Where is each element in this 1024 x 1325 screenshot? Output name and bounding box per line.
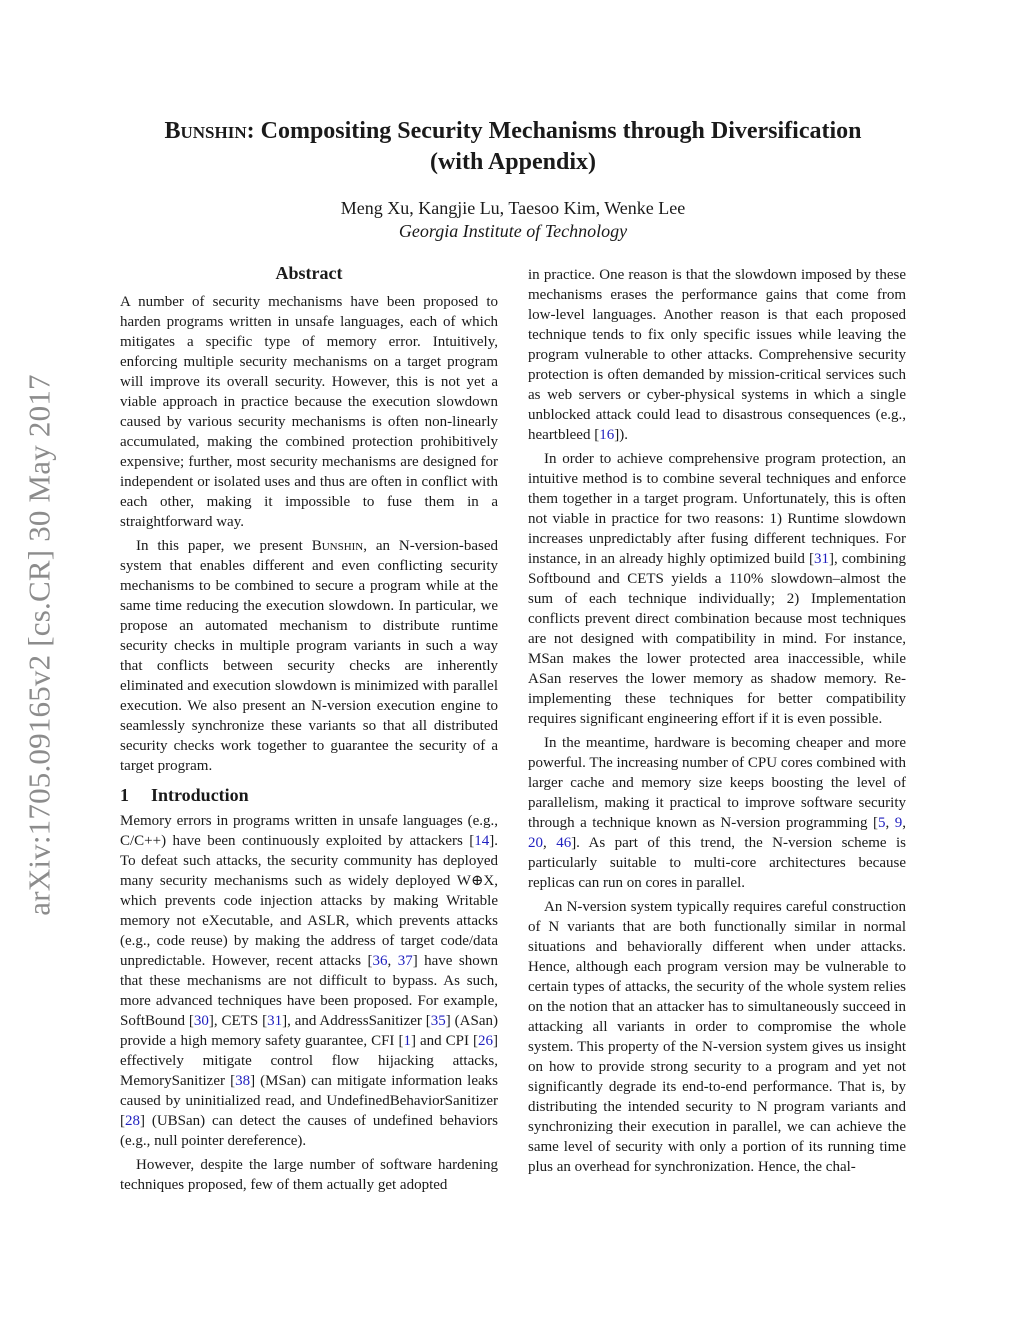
citation-link[interactable]: 30: [193, 1013, 209, 1029]
intro-paragraph-2: However, despite the large number of software hardening techniques proposed, few of them actually get adopted: [120, 1157, 498, 1193]
section-number: 1: [120, 785, 129, 805]
intro-paragraph-5: In the meantime, hardware is becoming cheaper and more powerful. The increasing number of CPU cores combined with larger cache and memory size keeps boosting the level of parallelism, making it practical to improve software security through a technique known as N-version programming [5, 9, 20, 46]. As part of this trend, the N-version scheme is particularly suitable to multi-core architectures because replicas can run on cores in parallel.: [528, 735, 907, 891]
paper-header: [120, 116, 906, 243]
citation-link[interactable]: 5: [878, 815, 886, 831]
title-line1: : Compositing Security Mechanisms through Diversification: [246, 118, 862, 144]
right-column: [528, 265, 906, 1181]
abstract-paragraph-1: A number of security mechanisms have been proposed to harden programs written in unsafe languages, each of which mitigates a specific type of memory error. Intuitively, enforcing multiple security mechanisms on a target program will improve its overall security. However, this is not yet a viable approach in practice because the execution slowdown caused by various security mechanisms is often non-linearly accumulated, making the combined protection prohibitively expensive; further, most security mechanisms are designed for independent or isolated uses and thus are often in conflict with each other, making it impossible to fuse them in a straightforward way.: [120, 294, 498, 530]
citation-link[interactable]: 31: [267, 1013, 283, 1029]
arxiv-identifier: arXiv:1705.09165v2 [cs.CR] 30 May 2017: [22, 374, 58, 916]
intro-paragraph-6: An N-version system typically requires careful construction of N variants that are both functionally similar in normal situations and behaviorally different when under attacks. Hence, although each program version may be vulnerable to certain types of attacks, the security of the whole system relies on the notion that an attacker has to simultaneously succeed in attacking all variants in order to compromise the whole system. This property of the N-version system gives us insight on how to provide strong security to a program and yet not significantly degrade its end-to-end performance. That is, by distributing the intended security to N program variants and synchronizing their execution in parallel, we can achieve the same level of security with only a portion of its running time plus an overhead for synchronization. Hence, the chal-: [528, 899, 906, 1175]
citation-link[interactable]: 37: [397, 953, 413, 969]
intro-paragraph-4: In order to achieve comprehensive program protection, an intuitive method is to combine several techniques and enforce them together in a target program. Unfortunately, this is often not viable in practice for two reasons: 1) Runtime slowdown increases unpredictably after fusing different techniques. For instance, in an already highly optimized build [31], combining Softbound and CETS yields a 110% slowdown–almost the sum of each technique individually; 2) Implementation conflicts prevent direct combination because most techniques are not designed with compatibility in mind. For instance, MSan makes the lower protected area inaccessible, while ASan reserves the lower memory as shadow memory. Re-implementing these techniques for better compatibility requires significant engineering effort if it is even possible.: [528, 451, 906, 727]
left-column: [120, 263, 498, 1199]
citation-link[interactable]: 36: [372, 953, 388, 969]
intro-paragraph-1: Memory errors in programs written in unsafe languages (e.g., C/C++) have been continuously exploited by attackers [14]. To defeat such attacks, the security community has deployed many security mechanisms such as widely deployed W⊕X, which prevents code injection attacks by making Writable memory not eXecutable, and ASLR, which prevents attacks (e.g., code reuse) by making the address of target code/data unpredictable. However, recent attacks [36, 37] have shown that these mechanisms are not difficult to bypass. As such, more advanced techniques have been proposed. For example, SoftBound [30], CETS [31], and AddressSanitizer [35] (ASan) provide a high memory safety guarantee, CFI [1] and CPI [26] effectively mitigate control flow hijacking attacks, MemorySanitizer [38] (MSan) can mitigate information leaks caused by uninitialized read, and UndefinedBehaviorSanitizer [28] (UBSan) can detect the causes of undefined behaviors (e.g., null pointer dereference).: [120, 813, 499, 1149]
paper-title: [120, 116, 906, 178]
intro-paragraph-3: in practice. One reason is that the slowdown imposed by these mechanisms erases the performance gains that come from low-level languages. Another reason is that each proposed technique tends to fix only specific issues while leaving the program vulnerable to other attacks. Comprehensive security protection is often demanded by mission-critical services such as web servers or cyber-physical systems in which a single unblocked attack could lead to disastrous consequences (e.g., heartbleed [16]).: [528, 267, 906, 443]
citation-link[interactable]: 1: [403, 1033, 411, 1049]
citation-link[interactable]: 35: [430, 1013, 446, 1029]
citation-link[interactable]: 20: [528, 835, 543, 851]
citation-link[interactable]: 31: [813, 551, 829, 567]
author-list: Meng Xu, Kangjie Lu, Taesoo Kim, Wenke Lee: [340, 198, 686, 218]
abstract-heading: Abstract: [275, 263, 343, 283]
citation-link[interactable]: 28: [125, 1113, 140, 1129]
citation-link[interactable]: 16: [599, 427, 615, 443]
arxiv-identifier-stamp: [10, 345, 70, 945]
citation-link[interactable]: 26: [478, 1033, 493, 1049]
section-heading-introduction: [120, 785, 498, 805]
citation-link[interactable]: 9: [894, 815, 903, 831]
abstract-paragraph-2: In this paper, we present Bunshin, an N-version-based system that enables different and even conflicting security mechanisms to be combined to secure a program while at the same time reducing the execution slowdown. In particular, we propose an automated mechanism to distribute runtime security checks in multiple program variants in such a way that conflicts between security checks are inherently eliminated and execution slowdown is minimized with parallel execution. We also present an N-version execution engine to seamlessly synchronize these variants so that all distributed security checks work together to guarantee the security of a target program.: [120, 538, 498, 774]
system-name-inline: Bunshin: [311, 538, 364, 554]
citation-link[interactable]: 38: [235, 1073, 251, 1089]
affiliation: Georgia Institute of Technology: [398, 221, 628, 241]
system-name: Bunshin: [164, 118, 247, 144]
title-line2: (with Appendix): [429, 149, 597, 175]
citation-link[interactable]: 14: [474, 833, 490, 849]
section-title: Introduction: [151, 785, 249, 805]
citation-link[interactable]: 46: [556, 835, 572, 851]
